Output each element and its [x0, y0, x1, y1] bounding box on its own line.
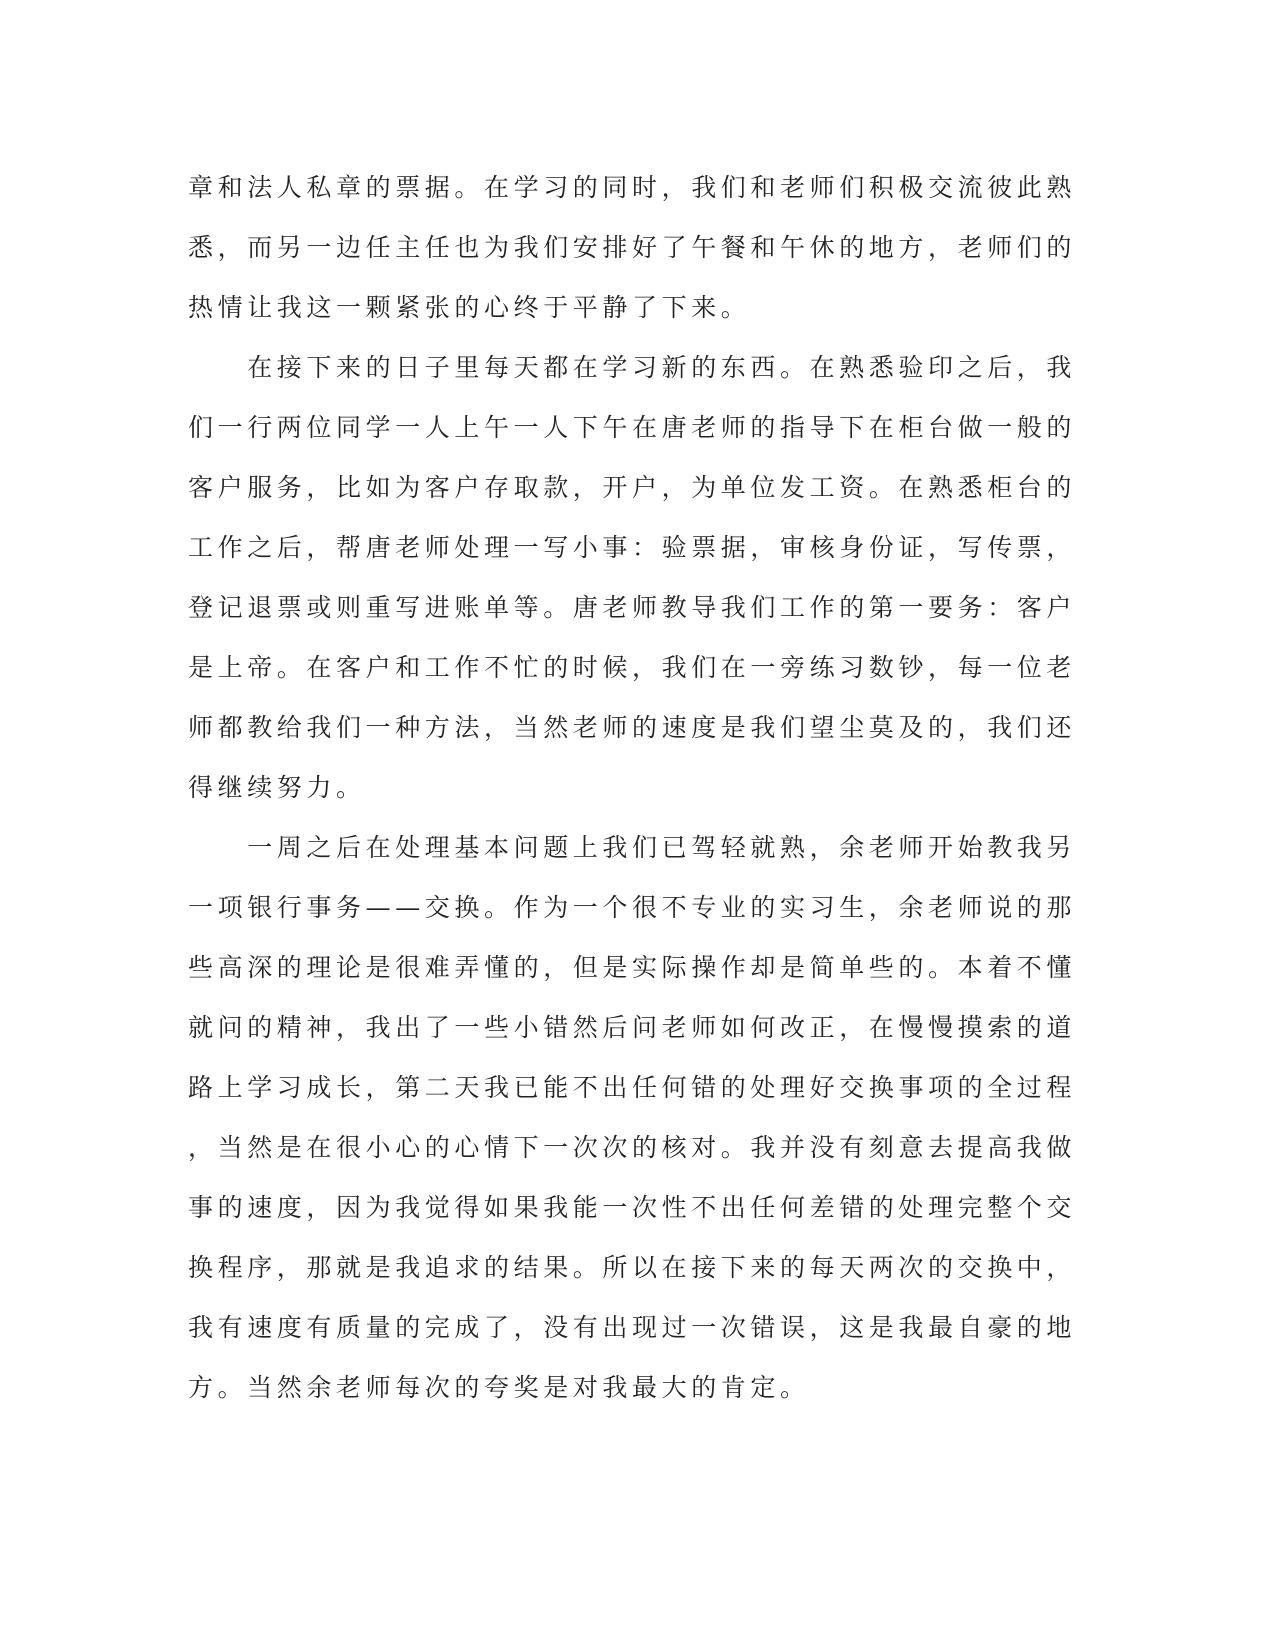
text-line: 就问的精神，我出了一些小错然后问老师如何改正，在慢慢摸索的道 — [188, 1013, 1077, 1042]
text-line: 悉，而另一边任主任也为我们安排好了午餐和午休的地方，老师们的 — [188, 233, 1077, 262]
text-line: 我有速度有质量的完成了，没有出现过一次错误，这是我最自豪的地 — [188, 1313, 1077, 1342]
text-line: 路上学习成长，第二天我已能不出任何错的处理好交换事项的全过程 — [188, 1073, 1077, 1102]
text-line: 得继续努力。 — [188, 773, 366, 802]
paragraph-start-line: 在接下来的日子里每天都在学习新的东西。在熟悉验印之后，我 — [188, 353, 1077, 382]
text-line: 些高深的理论是很难弄懂的，但是实际操作却是简单些的。本着不懂 — [188, 953, 1077, 982]
text-line: 热情让我这一颗紧张的心终于平静了下来。 — [188, 293, 751, 322]
text-line: ，当然是在很小心的心情下一次次的核对。我并没有刻意去提高我做 — [188, 1133, 1077, 1162]
text-line: 是上帝。在客户和工作不忙的时候，我们在一旁练习数钞，每一位老 — [188, 653, 1077, 682]
text-line: 章和法人私章的票据。在学习的同时，我们和老师们积极交流彼此熟 — [188, 173, 1077, 202]
text-line: 工作之后，帮唐老师处理一写小事：验票据，审核身份证，写传票， — [188, 533, 1077, 562]
text-line: 方。当然余老师每次的夸奖是对我最大的肯定。 — [188, 1373, 810, 1402]
text-line: 登记退票或则重写进账单等。唐老师教导我们工作的第一要务：客户 — [188, 593, 1077, 622]
text-line: 一项银行事务——交换。作为一个很不专业的实习生，余老师说的那 — [188, 893, 1077, 922]
text-line: 们一行两位同学一人上午一人下午在唐老师的指导下在柜台做一般的 — [188, 413, 1077, 442]
body-text — [188, 158, 1088, 1418]
text-line: 换程序，那就是我追求的结果。所以在接下来的每天两次的交换中， — [188, 1253, 1077, 1282]
paragraph-start-line: 一周之后在处理基本问题上我们已驾轻就熟，余老师开始教我另 — [188, 833, 1077, 862]
text-line: 师都教给我们一种方法，当然老师的速度是我们望尘莫及的，我们还 — [188, 713, 1077, 742]
text-line: 客户服务，比如为客户存取款，开户，为单位发工资。在熟悉柜台的 — [188, 473, 1077, 502]
text-line: 事的速度，因为我觉得如果我能一次性不出任何差错的处理完整个交 — [188, 1193, 1077, 1222]
